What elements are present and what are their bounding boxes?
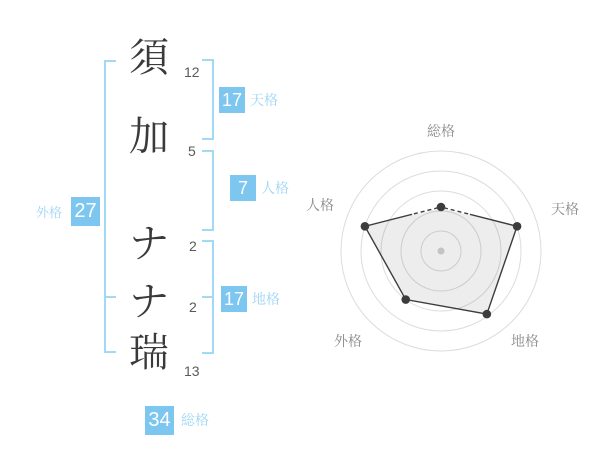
stroke-count-2: 5 xyxy=(188,143,196,159)
name-character-3: ナ xyxy=(129,222,169,266)
radar-axis-label-soukaku: 総格 xyxy=(427,123,455,139)
stroke-count-4: 2 xyxy=(189,299,197,315)
name-character-4: ナ xyxy=(129,280,169,324)
radar-axis-label-jinkaku: 人格 xyxy=(306,197,334,213)
radar-axis-label-gaikaku: 外格 xyxy=(334,333,362,349)
gaikaku-label: 外格 xyxy=(36,205,63,220)
jinkaku-label: 人格 xyxy=(261,180,289,196)
stroke-count-3: 2 xyxy=(189,238,197,254)
stroke-count-1: 12 xyxy=(184,64,200,80)
name-character-1: 須 xyxy=(129,36,169,80)
radar-plot-area xyxy=(341,151,541,351)
tenkaku-label: 天格 xyxy=(250,92,278,108)
name-character-2: 加 xyxy=(129,115,169,159)
jinkaku-badge: 7 xyxy=(230,175,256,201)
radar-chart xyxy=(290,105,590,365)
tenkaku-badge: 17 xyxy=(219,87,245,113)
soukaku-badge: 34 xyxy=(145,406,174,435)
radar-axis-label-chikaku: 地格 xyxy=(511,333,539,349)
gaikaku-badge: 27 xyxy=(71,197,100,226)
chikaku-badge: 17 xyxy=(221,286,247,312)
soukaku-label: 総格 xyxy=(181,412,209,428)
chikaku-label: 地格 xyxy=(252,291,280,307)
name-character-5: 瑞 xyxy=(129,331,169,375)
radar-axis-label-tenkaku: 天格 xyxy=(551,201,579,217)
stroke-count-5: 13 xyxy=(184,363,200,379)
